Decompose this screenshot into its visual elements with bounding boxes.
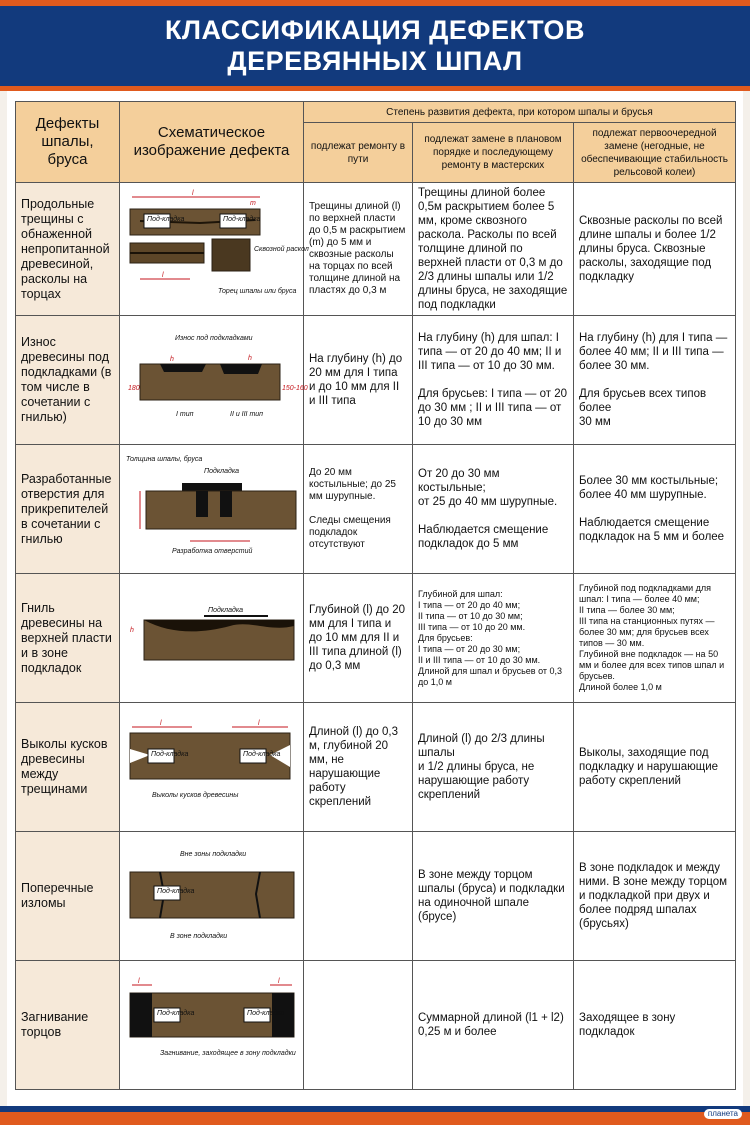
- scheme-pad-label: Подкладка: [204, 467, 240, 475]
- table-row: [16, 961, 736, 1090]
- header-defects: Дефекты шпалы, бруса: [16, 102, 120, 183]
- scheme-label-l: l: [192, 189, 194, 197]
- worn-holes-diagram: [120, 447, 304, 572]
- transverse-break-diagram: [120, 834, 304, 959]
- urgent-cell: [574, 703, 736, 832]
- wood-chips-diagram: [120, 705, 304, 830]
- repair-cell: [304, 574, 413, 703]
- replace-cell: [413, 574, 574, 703]
- header-repair: подлежат ремонту в пути: [304, 123, 413, 183]
- replace-cell: [413, 832, 574, 961]
- scheme-thickness-label: Толщина шпалы, бруса: [126, 455, 203, 463]
- left-margin: [0, 91, 7, 1106]
- defect-scheme: [120, 316, 308, 445]
- scheme-pad-2: Под-кладка: [223, 215, 261, 223]
- scheme-h: h: [130, 626, 134, 634]
- urgent-text: Глубиной под подкладками для шпал: I типа — более 40 мм; II типа — более 30 мм; III типа на станционных путях — более 30 мм; для брусьев всех типов — 30 мм. Глубиной вне подкладок — на 50 мм и более для всех типов шпал и брусьев. Длиной более 1,0 м: [579, 583, 725, 692]
- urgent-cell: [574, 832, 736, 961]
- defect-scheme: [120, 183, 309, 316]
- repair-text: На глубину (h) до 20 мм для I типа и до 10 мм для II и III типа: [309, 353, 403, 407]
- replace-cell: [413, 961, 574, 1090]
- defect-name: Разработанные отверстия для прикрепителей в сочетании с гнилью: [16, 445, 120, 574]
- repair-cell: [304, 183, 413, 316]
- scheme-label-l-2: l: [162, 271, 164, 279]
- scheme-type-1: I тип: [176, 410, 194, 418]
- defect-name: Загнивание торцов: [16, 961, 120, 1090]
- scheme-holes-label: Разработка отверстий: [172, 547, 253, 555]
- page-header: [0, 6, 750, 91]
- scheme-label-m: m: [250, 199, 256, 207]
- right-margin: [743, 91, 750, 1106]
- replace-cell: [413, 703, 574, 832]
- scheme-h-1: h: [170, 355, 174, 363]
- brand-logo: планета: [704, 1109, 742, 1119]
- rot-diagram: [120, 576, 304, 701]
- replace-cell: [413, 445, 574, 574]
- urgent-text: На глубину (h) для I типа — более 40 мм; II и III типа — более 30 мм. Для брусьев всех типов более 30 мм: [579, 332, 728, 428]
- replace-text: На глубину (h) для шпал: I типа — от 20 до 40 мм; II и III типа — от 10 до 30 мм. Для брусьев: I типа — от 20 до 30 мм ; II и III типа — от 10 до 30 мм: [418, 332, 568, 428]
- scheme-180: 180: [128, 384, 140, 392]
- scheme-wear-label: Износ под подкладками: [175, 334, 253, 342]
- scheme-chips-label: Выколы кусков древесины: [152, 791, 239, 799]
- defect-scheme: [120, 574, 304, 703]
- table-row: [16, 445, 736, 574]
- repair-text: Глубиной (l) до 20 мм для I типа и до 10 мм для II и III типа длиной (l) до 0,3 мм: [309, 604, 406, 672]
- replace-text: Суммарной длиной (l1 + l2) 0,25 м и более: [418, 1012, 564, 1038]
- defect-name: Гниль древесины на верхней пласти и в зоне подкладок: [16, 574, 120, 703]
- repair-text: Трещины длиной (l) по верхней пласти до 0,5 м раскрытием (m) до 5 мм и сквозные расколы на торцах по всей толщине длиной на пластях до 0,3 м: [309, 201, 406, 296]
- table-row: [16, 574, 736, 703]
- page-title-line-2: ДЕРЕВЯННЫХ ШПАЛ: [227, 46, 523, 76]
- scheme-type-23: II и III тип: [230, 410, 264, 418]
- replace-text: Длиной (l) до 2/3 длины шпалы и 1/2 длины бруса, не нарушающие работу скреплений: [418, 733, 545, 801]
- urgent-text: В зоне подкладок и между ними. В зоне между торцом и подкладкой при двух и более подряд шпалах (брусьях): [579, 862, 728, 930]
- defect-name: Поперечные изломы: [16, 832, 120, 961]
- defect-name: Износ древесины под подкладками (в том числе в сочетании с гнилью): [16, 316, 120, 445]
- replace-cell: [413, 316, 574, 445]
- scheme-rot-label: Загнивание, заходящее в зону подкладки: [160, 1049, 296, 1057]
- scheme-150: 150-160: [282, 384, 308, 392]
- replace-cell: [413, 183, 574, 316]
- header-replace: подлежат замене в плановом порядке и последующему ремонту в мастерских: [413, 123, 574, 183]
- replace-text: От 20 до 30 мм костыльные; от 25 до 40 мм шурупные. Наблюдается смещение подкладок до 5 мм: [418, 468, 558, 550]
- scheme-pad-1: Под-кладка: [151, 750, 189, 758]
- scheme-l1: l: [138, 977, 140, 985]
- defects-table: [15, 101, 736, 1090]
- scheme-h-2: h: [248, 354, 252, 362]
- repair-text: Длиной (l) до 0,3 м, глубиной 20 мм, не нарушающие работу скреплений: [309, 726, 398, 808]
- header-scheme: Схематическое изображение дефекта: [120, 102, 304, 183]
- scheme-l-2: l: [258, 719, 260, 727]
- replace-text: Трещины длиной более 0,5м раскрытием более 5 мм, кроме сквозного раскола. Расколы по всей толщине длиной по верхней пласти от 0,3 м до 2/3 длины шпалы или 1/2 длины бруса, не заходящие под подкладки: [418, 187, 568, 311]
- defect-name: Выколы кусков древесины между трещинами: [16, 703, 120, 832]
- table-row: [16, 316, 736, 445]
- urgent-cell: [574, 574, 736, 703]
- scheme-pad-2: Под-кладка: [243, 750, 281, 758]
- urgent-cell: [574, 316, 736, 445]
- bottom-orange-stripe: [0, 1112, 750, 1125]
- urgent-text: Сквозные расколы по всей длине шпалы и более 1/2 длины бруса. Сквозные расколы, заходящие под подкладку: [579, 215, 723, 283]
- repair-text: До 20 мм костыльные; до 25 мм шурупные. Следы смещения подкладок отсутствуют: [309, 467, 396, 550]
- replace-text: Глубиной для шпал: I типа — от 20 до 40 мм; II типа — от 10 до 30 мм; III типа — от 10 до 20 мм. Для брусьев: I типа — от 20 до 30 мм; II и III типа — от 10 до 30 мм. Длиной для шпал и брусьев от 0,3 до 1,0 м: [418, 588, 563, 687]
- urgent-cell: [574, 445, 736, 574]
- header-urgent: подлежат первоочередной замене (негодные, не обеспечивающие стабильность рельсовой колеи): [574, 123, 736, 183]
- repair-cell: [304, 703, 413, 832]
- scheme-l-1: l: [160, 719, 162, 727]
- defect-scheme: [120, 832, 304, 961]
- defect-scheme: [120, 703, 304, 832]
- defect-scheme: [120, 961, 304, 1090]
- scheme-outside-label: Вне зоны подкладки: [180, 850, 247, 858]
- page-title: [165, 15, 585, 77]
- longitudinal-crack-diagram: [120, 187, 309, 312]
- table-row: [16, 703, 736, 832]
- urgent-cell: [574, 961, 736, 1090]
- urgent-text: Выколы, заходящие под подкладку и нарушающие работу скреплений: [579, 747, 719, 787]
- scheme-crack-label: Сквозной раскол: [254, 245, 309, 253]
- urgent-text: Более 30 мм костыльные; более 40 мм шурупные. Наблюдается смещение подкладок на 5 мм и более: [579, 475, 725, 543]
- scheme-pad-1: Под-кладка: [147, 215, 185, 223]
- scheme-pad: Под-кладка: [157, 887, 195, 895]
- table-row: [16, 183, 736, 316]
- replace-text: В зоне между торцом шпалы (бруса) и подкладки на одиночной шпале (брусе): [418, 869, 565, 923]
- repair-cell: [304, 445, 413, 574]
- repair-cell: [304, 832, 413, 961]
- wear-under-pads-diagram: [120, 318, 308, 443]
- defect-name: Продольные трещины с обнаженной непропитанной древесиной, расколы на торцах: [16, 183, 120, 316]
- header-degree: Степень развития дефекта, при котором шпалы и брусья: [304, 102, 736, 123]
- repair-cell: [304, 961, 413, 1090]
- scheme-pad-2: Под-кладка: [247, 1009, 285, 1017]
- scheme-pad-label: Подкладка: [208, 606, 244, 614]
- scheme-l2: l: [278, 977, 280, 985]
- end-rot-diagram: [120, 963, 304, 1088]
- urgent-text: Заходящее в зону подкладок: [579, 1012, 676, 1038]
- page-title-line-1: КЛАССИФИКАЦИЯ ДЕФЕКТОВ: [165, 15, 585, 45]
- scheme-end-label: Торец шпалы или бруса: [218, 287, 297, 295]
- defect-scheme: [120, 445, 304, 574]
- urgent-cell: [574, 183, 736, 316]
- scheme-inside-label: В зоне подкладки: [170, 932, 228, 940]
- scheme-pad-1: Под-кладка: [157, 1009, 195, 1017]
- repair-cell: [304, 316, 413, 445]
- table-row: [16, 832, 736, 961]
